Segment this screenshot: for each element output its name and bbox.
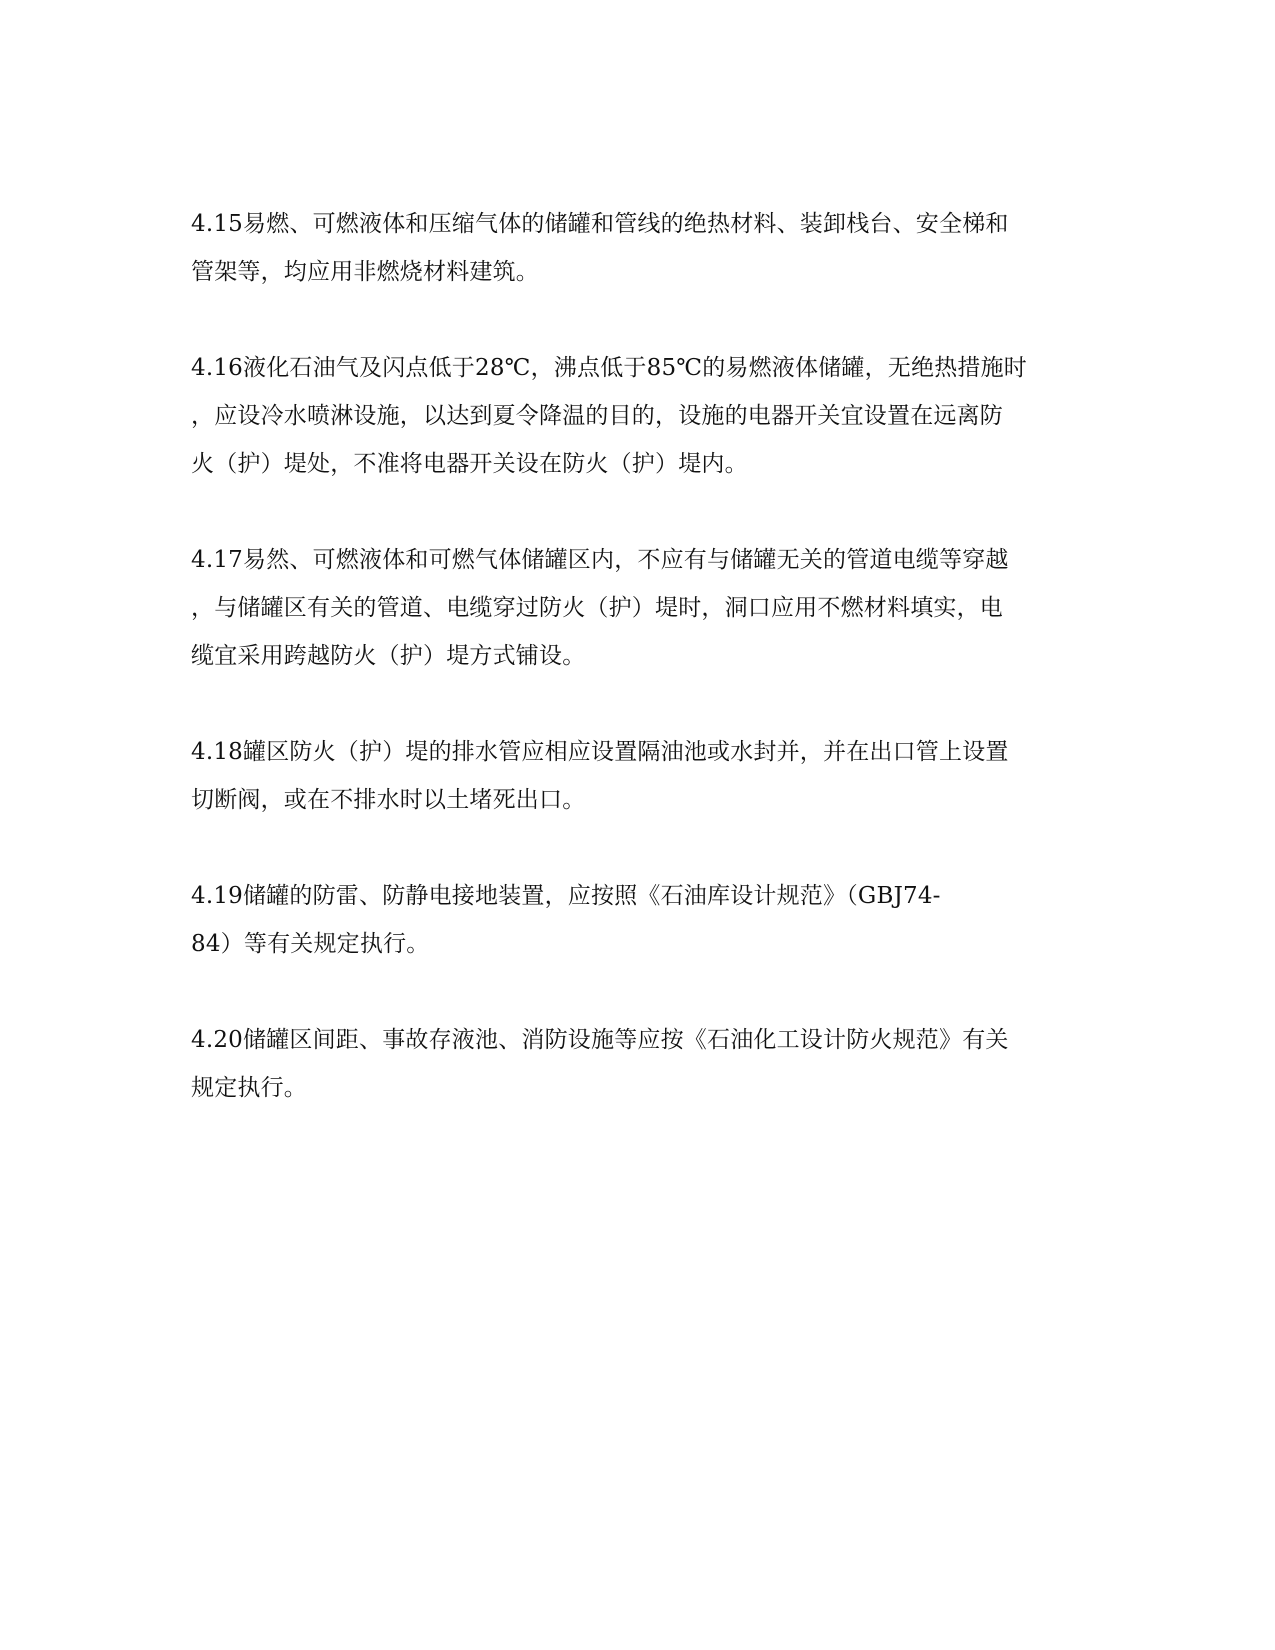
paragraph-line: 缆宜采用跨越防火（护）堤方式铺设。 [191,643,586,669]
paragraph-line: 4.15易燃、可燃液体和压缩气体的储罐和管线的绝热材料、装卸栈台、安全梯和 [191,211,1009,237]
paragraph-line: 火（护）堤处，不准将电器开关设在防火（护）堤内。 [191,451,748,477]
paragraph-line: 4.18罐区防火（护）堤的排水管应相应设置隔油池或水封并，并在出口管上设置 [191,739,1009,765]
paragraph-4-16 [191,344,1071,488]
paragraph-line: 切断阀，或在不排水时以土堵死出口。 [191,787,586,813]
paragraph-line: ，应设冷水喷淋设施，以达到夏令降温的目的，设施的电器开关宜设置在远离防 [191,403,1003,429]
paragraph-4-18 [191,728,1071,824]
paragraph-line: 4.20储罐区间距、事故存液池、消防设施等应按《石油化工设计防火规范》有关 [191,1027,1009,1053]
paragraph-line: ，与储罐区有关的管道、电缆穿过防火（护）堤时，洞口应用不燃材料填实，电 [191,595,1003,621]
paragraph-line: 84）等有关规定执行。 [191,931,430,957]
paragraph-line: 4.19储罐的防雷、防静电接地装置，应按照《石油库设计规范》（GBJ74- [191,883,941,909]
paragraph-line: 管架等，均应用非燃烧材料建筑。 [191,259,539,285]
document-body [191,200,1071,1160]
paragraph-line: 规定执行。 [191,1075,307,1101]
paragraph-line: 4.16液化石油气及闪点低于28℃，沸点低于85℃的易燃液体储罐，无绝热措施时 [191,355,1028,381]
paragraph-4-19 [191,872,1071,968]
paragraph-line: 4.17易然、可燃液体和可燃气体储罐区内，不应有与储罐无关的管道电缆等穿越 [191,547,1009,573]
paragraph-4-20 [191,1016,1071,1112]
paragraph-4-15 [191,200,1071,296]
paragraph-4-17 [191,536,1071,680]
